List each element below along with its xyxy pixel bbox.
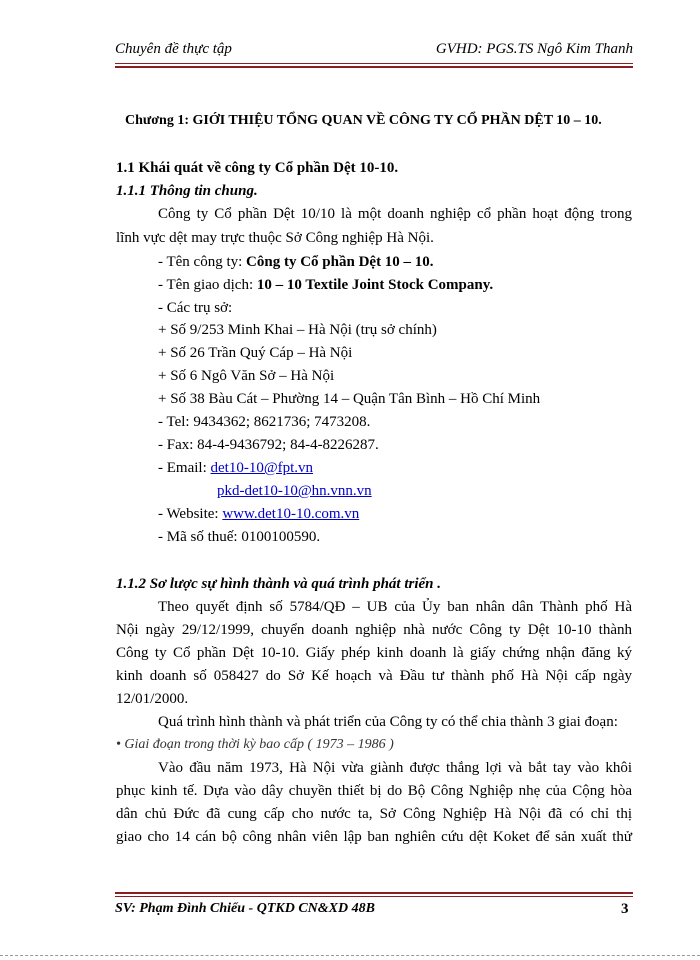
stage-line: phục kinh tế. Dựa vào dây chuyền thiết bị do Bộ Công Nghiệp nhẹ của Cộng hòa	[116, 783, 632, 799]
history-line: kinh doanh số 058427 do Sở Kế hoạch và Đầu tư thành phố Hà Nội cấp ngày	[116, 668, 632, 684]
history-line: Nội ngày 29/12/1999, chuyển doanh nghiệp nhà nước Công ty Dệt 10-10 thành	[116, 622, 632, 638]
header-rule-bottom	[115, 66, 633, 68]
header-right: GVHD: PGS.TS Ngô Kim Thanh	[435, 41, 633, 57]
subsection-heading: 1.1.1 Thông tin chung.	[116, 183, 258, 199]
company-name-value: Công ty Cổ phần Dệt 10 – 10.	[246, 254, 434, 270]
chapter-title: Chương 1: GIỚI THIỆU TỔNG QUAN VỀ CÔNG TY CỔ PHẦN DỆT 10 – 10.	[125, 113, 602, 128]
office-item: + Số 26 Trần Quý Cáp – Hà Nội	[158, 345, 353, 361]
email-link-2[interactable]: pkd-det10-10@hn.vnn.vn	[217, 483, 372, 499]
fax-line: - Fax: 84-4-9436792; 84-4-8226287.	[158, 437, 379, 453]
header-left: Chuyên đề thực tập	[115, 41, 232, 57]
website-link[interactable]: www.det10-10.com.vn	[222, 506, 360, 522]
stage-line: giao cho 14 cán bộ công nhân viên lập ban nghiên cứu dệt Koket để sản xuất thử	[116, 829, 632, 845]
website-line	[158, 506, 359, 523]
intro-line: lĩnh vực dệt may trực thuộc Sở Công nghiệp Hà Nội.	[116, 230, 434, 246]
email-label: - Email:	[158, 460, 211, 476]
subsection-heading: 1.1.2 Sơ lược sự hình thành và quá trình phát triển .	[116, 576, 442, 592]
history-line: Theo quyết định số 5784/QĐ – UB của Ủy ban nhân dân Thành phố Hà	[158, 599, 632, 615]
email-line-2	[217, 483, 372, 500]
section-heading: 1.1 Khái quát về công ty Cổ phần Dệt 10-10.	[116, 160, 399, 176]
header-rule-top	[115, 63, 633, 64]
page-number: 3	[621, 901, 629, 917]
email-link-1[interactable]: det10-10@fpt.vn	[210, 460, 314, 476]
footer-rule-bottom	[115, 896, 633, 897]
history-line: Công ty Cổ phần Dệt 10-10. Giấy phép kinh doanh là giấy chứng nhận đăng ký	[116, 645, 632, 661]
website-label: - Website:	[158, 506, 223, 522]
tel-line: - Tel: 9434362; 8621736; 7473208.	[158, 414, 371, 430]
office-item: + Số 6 Ngô Văn Sở – Hà Nội	[158, 368, 335, 384]
tax-line: - Mã số thuế: 0100100590.	[158, 529, 321, 545]
stage-title: • Giai đoạn trong thời kỳ bao cấp ( 1973 – 1986 )	[116, 737, 394, 752]
stage-line: dân chủ Đức đã cung cấp cho nước ta, Sở Công Nghiệp Hà Nội đã có chỉ thị	[116, 806, 632, 822]
intro-line: Công ty Cổ phần Dệt 10/10 là một doanh nghiệp cổ phần hoạt động trong	[158, 206, 632, 222]
trade-name-value: 10 – 10 Textile Joint Stock Company.	[256, 277, 494, 293]
company-name-line	[158, 254, 434, 271]
history-line: 12/01/2000.	[116, 691, 189, 707]
office-item: + Số 38 Bàu Cát – Phường 14 – Quận Tân Bình – Hồ Chí Minh	[158, 391, 541, 407]
trade-name-label: - Tên giao dịch:	[158, 277, 257, 293]
footer-left: SV: Phạm Đình Chiểu - QTKD CN&XD 48B	[115, 901, 375, 916]
company-name-label: - Tên công ty:	[158, 254, 247, 270]
stage-line: Vào đầu năm 1973, Hà Nội vừa giành được thắng lợi và bắt tay vào khôi	[158, 760, 632, 776]
offices-label: - Các trụ sở:	[158, 300, 233, 316]
page-edge	[0, 955, 700, 957]
office-item: + Số 9/253 Minh Khai – Hà Nội (trụ sở chính)	[158, 322, 437, 338]
trade-name-line	[158, 277, 493, 294]
email-line	[158, 460, 313, 477]
footer-rule-top	[115, 892, 633, 894]
stages-intro: Quá trình hình thành và phát triển của Công ty có thể chia thành 3 giai đoạn:	[158, 714, 618, 730]
